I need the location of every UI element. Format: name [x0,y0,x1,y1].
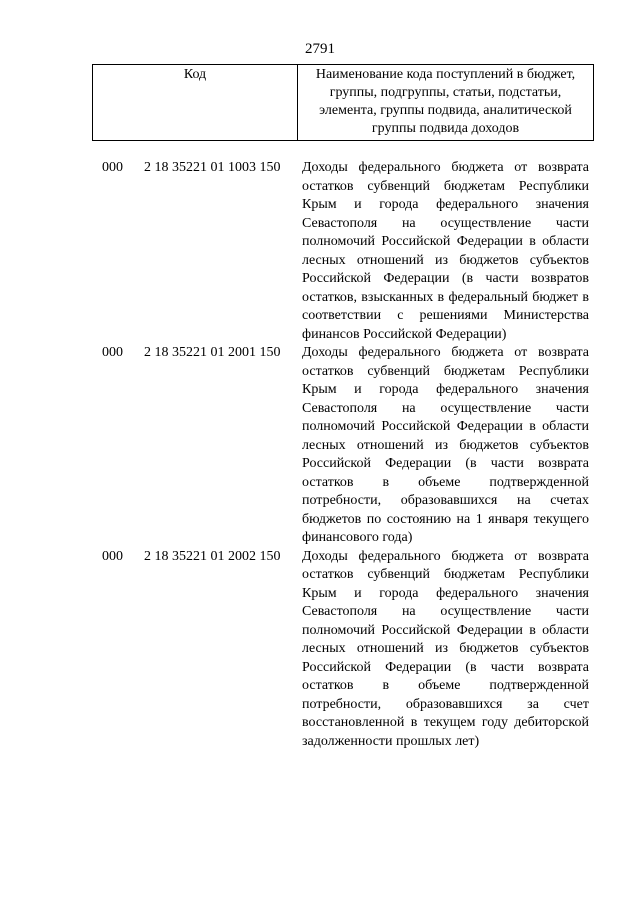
income-description: Доходы федерального бюджета от возврата остатков субвенций бюджетам Республики Крым и города федерального значения Севастополя на осуществление части полномочий Российской Федерации в области лесных отношений из бюджетов субъектов Российской Федерации (в части возвратов остатков, взысканных в федеральный бюджет в соответствии с решениями Министерства финансов Российской Федерации) [302,160,589,342]
table-row [102,159,592,344]
admin-code: 000 [102,548,123,564]
table-header [92,64,594,141]
income-code-list [102,159,592,751]
income-description: Доходы федерального бюджета от возврата остатков субвенций бюджетам Республики Крым и города федерального значения Севастополя на осуществление части полномочий Российской Федерации в области лесных отношений из бюджетов субъектов Российской Федерации (в части возврата остатков в объеме подтвержденной потребности, образовавшихся за счет восстановленной в текущем году дебиторской задолженности прошлых лет) [302,548,589,749]
income-description: Доходы федерального бюджета от возврата остатков субвенций бюджетам Республики Крым и города федерального значения Севастополя на осуществление части полномочий Российской Федерации в области лесных отношений из бюджетов субъектов Российской Федерации (в части возврата остатков в объеме подтвержденной потребности, образовавшихся на счетах бюджетов по состоянию на 1 января текущего финансового года) [302,345,589,545]
table-row [102,548,592,752]
classification-code: 2 18 35221 01 1003 150 [144,160,281,175]
classification-code: 2 18 35221 01 2002 150 [144,548,281,564]
admin-code: 000 [102,160,123,175]
page-number: 2791 [305,41,335,57]
classification-code: 2 18 35221 01 2001 150 [144,345,281,360]
table-row [102,344,592,548]
header-name-column: Наименование кода поступлений в бюджет, группы, подгруппы, статьи, подстатьи, элемента, группы подвида, аналитической группы подвида доходов [315,67,576,136]
header-code-column: Код [93,65,298,140]
admin-code: 000 [102,345,123,360]
